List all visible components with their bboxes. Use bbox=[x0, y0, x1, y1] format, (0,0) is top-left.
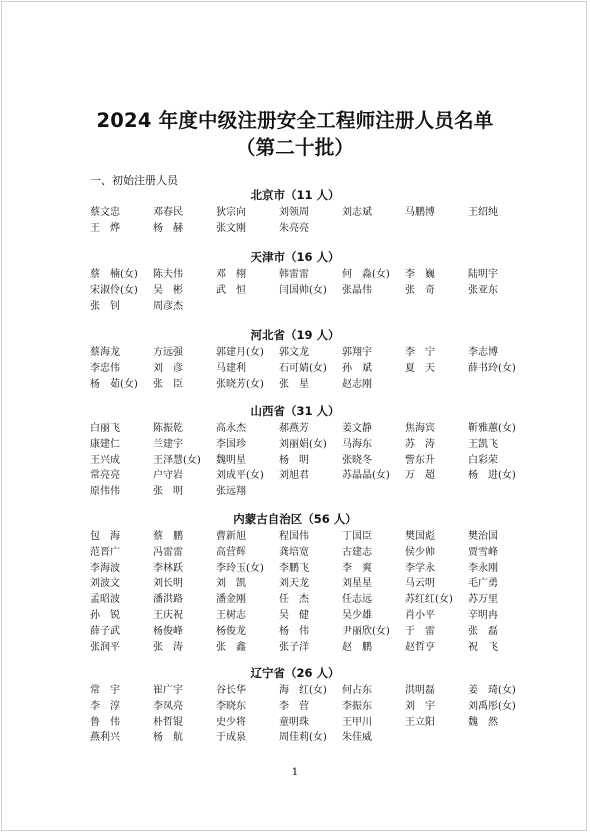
name-grid bbox=[90, 529, 530, 655]
person-name: 史少将 bbox=[216, 716, 246, 728]
person-name: 李 营 bbox=[279, 700, 309, 712]
person-name: 姜 琦(女) bbox=[468, 685, 516, 696]
person-name: 张润平 bbox=[90, 641, 120, 653]
person-name: 李凤亮 bbox=[153, 700, 183, 712]
person-name: 张子洋 bbox=[279, 641, 309, 653]
person-name: 康建仁 bbox=[90, 438, 120, 450]
person-name: 刘旭君 bbox=[279, 470, 309, 482]
person-name: 李 宁 bbox=[405, 347, 435, 358]
person-name: 杨 赫 bbox=[153, 222, 183, 234]
person-name: 魏 然 bbox=[468, 716, 498, 728]
person-name: 冯雷雷 bbox=[153, 546, 183, 558]
person-name: 尹丽欣(女) bbox=[342, 625, 390, 637]
person-name: 狄宗向 bbox=[216, 207, 246, 218]
person-name: 刘天龙 bbox=[279, 578, 309, 590]
person-name: 李 淳 bbox=[90, 700, 120, 712]
person-name: 陆明宇 bbox=[468, 269, 498, 280]
person-name: 白彩荣 bbox=[468, 454, 498, 466]
person-name: 苏晶晶(女) bbox=[342, 470, 390, 482]
person-name: 原伟伟 bbox=[90, 486, 120, 498]
person-name: 刘禹彤(女) bbox=[468, 700, 516, 712]
person-name: 何占东 bbox=[342, 685, 372, 696]
person-name: 武 恒 bbox=[216, 284, 246, 296]
name-grid bbox=[90, 421, 530, 500]
person-name: 常亮亮 bbox=[90, 470, 120, 482]
person-name: 杨俊峰 bbox=[153, 625, 183, 637]
person-name: 王泽慧(女) bbox=[153, 454, 201, 466]
name-grid bbox=[90, 345, 530, 392]
person-name: 周彦杰 bbox=[153, 300, 183, 312]
person-name: 张文刚 bbox=[216, 222, 246, 234]
person-name: 兰建宇 bbox=[153, 438, 183, 450]
person-name: 刘成平(女) bbox=[216, 470, 264, 482]
person-name: 张晓冬 bbox=[342, 454, 372, 466]
person-name: 杨俊龙 bbox=[216, 625, 246, 637]
person-name: 王绍纯 bbox=[468, 207, 498, 218]
person-name: 马鹏博 bbox=[405, 207, 435, 218]
person-name: 于 雷 bbox=[405, 625, 435, 637]
person-name: 邓 栩 bbox=[216, 269, 246, 280]
person-name: 张 奇 bbox=[405, 284, 435, 296]
person-name: 朱亮亮 bbox=[279, 222, 309, 234]
region-title: 内蒙古自治区（56 人） bbox=[233, 512, 357, 526]
person-name: 丁国臣 bbox=[342, 531, 372, 542]
name-grid bbox=[90, 267, 530, 314]
person-name: 张 星 bbox=[279, 378, 309, 390]
person-name: 苏万里 bbox=[468, 594, 498, 606]
person-name: 孙 锐 bbox=[90, 609, 120, 621]
person-name: 包 海 bbox=[90, 531, 120, 542]
person-name: 杨 进(女) bbox=[468, 470, 516, 482]
person-name: 何 淼(女) bbox=[342, 269, 390, 280]
person-name: 薛子武 bbox=[90, 625, 120, 637]
person-name: 闫国帅(女) bbox=[279, 284, 327, 296]
person-name: 吴 彬 bbox=[153, 284, 183, 296]
person-name: 蔡 楠(女) bbox=[90, 269, 138, 280]
person-name: 李振东 bbox=[342, 700, 372, 712]
person-name: 訾东升 bbox=[405, 454, 435, 466]
person-name: 蔡海龙 bbox=[90, 347, 120, 358]
person-name: 姜文静 bbox=[342, 423, 372, 434]
person-name: 崔广宇 bbox=[153, 685, 183, 696]
person-name: 万 超 bbox=[405, 470, 435, 482]
person-name: 方远强 bbox=[153, 347, 183, 358]
person-name: 李永刚 bbox=[468, 562, 498, 574]
person-name: 陈振乾 bbox=[153, 423, 183, 434]
person-name: 洪明磊 bbox=[405, 685, 435, 696]
region-title: 山西省（31 人） bbox=[250, 404, 340, 418]
person-name: 户守岩 bbox=[153, 470, 183, 482]
person-name: 王甲川 bbox=[342, 716, 372, 728]
person-name: 樊治国 bbox=[468, 531, 498, 542]
person-name: 蔡 鹏 bbox=[153, 531, 183, 542]
person-name: 龚培宽 bbox=[279, 546, 309, 558]
person-name: 周佳莉(女) bbox=[279, 732, 327, 744]
person-name: 李学永 bbox=[405, 562, 435, 574]
person-name: 侯少帅 bbox=[405, 546, 435, 558]
person-name: 马海东 bbox=[342, 438, 372, 450]
page-number: 1 bbox=[291, 766, 299, 778]
person-name: 潘金刚 bbox=[216, 594, 246, 606]
person-name: 焦海宾 bbox=[405, 423, 435, 434]
person-name: 宋淑伶(女) bbox=[90, 284, 138, 296]
person-name: 苏红红(女) bbox=[405, 594, 453, 606]
name-grid bbox=[90, 683, 530, 746]
person-name: 刘长明 bbox=[153, 578, 183, 590]
person-name: 王树志 bbox=[216, 609, 246, 621]
person-name: 任志远 bbox=[342, 594, 372, 606]
person-name: 曹新旭 bbox=[216, 531, 246, 542]
person-name: 任 杰 bbox=[279, 594, 309, 606]
person-name: 孙 斌 bbox=[342, 362, 372, 374]
person-name: 李林跃 bbox=[153, 562, 183, 574]
person-name: 刘志斌 bbox=[342, 207, 372, 218]
person-name: 夏 天 bbox=[405, 362, 435, 374]
person-name: 范晋广 bbox=[90, 546, 120, 558]
person-name: 张 鑫 bbox=[216, 641, 246, 653]
person-name: 王凯飞 bbox=[468, 438, 498, 450]
person-name: 祝 飞 bbox=[468, 641, 498, 653]
person-name: 张 臣 bbox=[153, 378, 183, 390]
person-name: 张远翔 bbox=[216, 486, 246, 498]
person-name: 于成泉 bbox=[216, 732, 246, 744]
person-name: 李国珍 bbox=[216, 438, 246, 450]
person-name: 马云明 bbox=[405, 578, 435, 590]
person-name: 谷长华 bbox=[216, 685, 246, 696]
person-name: 刘波文 bbox=[90, 578, 120, 590]
person-name: 高永杰 bbox=[216, 423, 246, 434]
person-name: 张晓芳(女) bbox=[216, 378, 264, 390]
person-name: 刘 彦 bbox=[153, 362, 183, 374]
person-name: 杨 明 bbox=[279, 454, 309, 466]
person-name: 刘丽娟(女) bbox=[279, 438, 327, 450]
person-name: 郭文龙 bbox=[279, 347, 309, 358]
person-name: 程国伟 bbox=[279, 531, 309, 542]
person-name: 毛广勇 bbox=[468, 578, 498, 590]
person-name: 王立阳 bbox=[405, 716, 435, 728]
person-name: 贾雪峰 bbox=[468, 546, 498, 558]
person-name: 潘洪路 bbox=[153, 594, 183, 606]
person-name: 张 钊 bbox=[90, 300, 120, 312]
person-name: 赵哲亨 bbox=[405, 641, 435, 653]
person-name: 郭建月(女) bbox=[216, 347, 264, 358]
person-name: 杨 航 bbox=[153, 732, 183, 744]
region-title: 辽宁省（26 人） bbox=[250, 666, 340, 680]
person-name: 薛书玲(女) bbox=[468, 362, 516, 374]
region-title: 北京市（11 人） bbox=[250, 188, 340, 202]
person-name: 张 明 bbox=[153, 486, 183, 498]
person-name: 童明珠 bbox=[279, 716, 309, 728]
person-name: 孟昭波 bbox=[90, 594, 120, 606]
person-name: 石可婧(女) bbox=[279, 362, 327, 374]
person-name: 陈夫伟 bbox=[153, 269, 183, 280]
person-name: 郝燕芳 bbox=[279, 423, 309, 434]
person-name: 李忠伟 bbox=[90, 362, 120, 374]
person-name: 朴哲锟 bbox=[153, 716, 183, 728]
person-name: 王庆祝 bbox=[153, 609, 183, 621]
person-name: 刘 宇 bbox=[405, 700, 435, 712]
person-name: 王 烨 bbox=[90, 222, 120, 234]
name-grid bbox=[90, 205, 530, 237]
person-name: 肖小平 bbox=[405, 609, 435, 621]
document-subtitle: （第二十批） bbox=[235, 136, 355, 159]
person-name: 魏明星 bbox=[216, 454, 246, 466]
person-name: 刘领周 bbox=[279, 207, 309, 218]
person-name: 赵 鹏 bbox=[342, 641, 372, 653]
person-name: 樊国彪 bbox=[405, 531, 435, 542]
person-name: 张 涛 bbox=[153, 641, 183, 653]
person-name: 靳雅蕙(女) bbox=[468, 423, 516, 434]
person-name: 李 巍 bbox=[405, 269, 435, 280]
region-title: 河北省（19 人） bbox=[250, 328, 340, 342]
person-name: 李海波 bbox=[90, 562, 120, 574]
person-name: 杨 伟 bbox=[279, 625, 309, 637]
person-name: 杨 茹(女) bbox=[90, 378, 138, 390]
person-name: 赵志刚 bbox=[342, 378, 372, 390]
person-name: 邓春民 bbox=[153, 207, 183, 218]
person-name: 鲁 伟 bbox=[90, 716, 120, 728]
person-name: 郭翔宇 bbox=[342, 347, 372, 358]
person-name: 张晶伟 bbox=[342, 284, 372, 296]
document-title: 2024 年度中级注册安全工程师注册人员名单 bbox=[96, 109, 494, 132]
section-heading: 一、初始注册人员 bbox=[90, 174, 178, 187]
person-name: 李鹏飞 bbox=[279, 562, 309, 574]
person-name: 海 红(女) bbox=[279, 685, 327, 696]
person-name: 张亚东 bbox=[468, 284, 498, 296]
person-name: 马建利 bbox=[216, 362, 246, 374]
person-name: 常 宇 bbox=[90, 685, 120, 696]
region-title: 天津市（16 人） bbox=[250, 250, 340, 264]
person-name: 李志博 bbox=[468, 347, 498, 358]
person-name: 吴少雄 bbox=[342, 609, 372, 621]
person-name: 韩雷雷 bbox=[279, 269, 309, 280]
person-name: 李玲玉(女) bbox=[216, 562, 264, 574]
person-name: 高营辉 bbox=[216, 546, 246, 558]
person-name: 张 磊 bbox=[468, 625, 498, 637]
person-name: 古建志 bbox=[342, 546, 372, 558]
person-name: 燕利兴 bbox=[90, 732, 120, 744]
person-name: 李晓东 bbox=[216, 700, 246, 712]
person-name: 李 爽 bbox=[342, 562, 372, 574]
person-name: 吴 健 bbox=[279, 609, 309, 621]
person-name: 辛明冉 bbox=[468, 609, 498, 621]
person-name: 刘 凯 bbox=[216, 578, 246, 590]
person-name: 蔡文忠 bbox=[90, 207, 120, 218]
person-name: 朱佳威 bbox=[342, 732, 372, 744]
person-name: 苏 涛 bbox=[405, 438, 435, 450]
person-name: 刘星星 bbox=[342, 578, 372, 590]
person-name: 王兴成 bbox=[90, 454, 120, 466]
person-name: 白丽飞 bbox=[90, 423, 120, 434]
